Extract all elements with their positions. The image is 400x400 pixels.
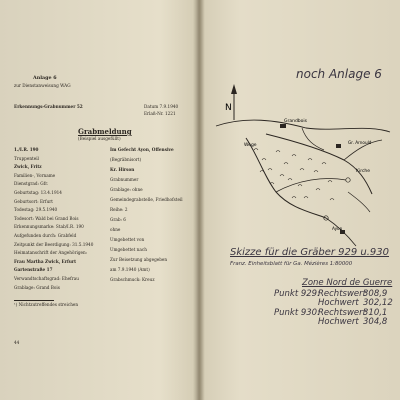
map-label: Ayon — [332, 226, 343, 231]
header-anlage: Anlage 6 — [33, 75, 57, 81]
form-field-left: Geburtstag: 13.4.1914 — [14, 190, 62, 195]
tree-mark — [314, 171, 318, 173]
tree-mark — [330, 199, 334, 201]
form-field-right: (Begräbnisort) — [110, 157, 142, 162]
date-line: Datum 7.9.1940 — [144, 104, 179, 109]
point-label: Punkt 929: — [274, 289, 320, 299]
tree-mark — [268, 169, 272, 171]
page-number: 44 — [14, 340, 20, 345]
hochwert-value: 304,8 — [363, 317, 388, 327]
form-field-left: Verwandtschaftsgrad: Ehefrau — [14, 276, 79, 281]
tree-mark — [288, 179, 292, 181]
footnote: ¹) Nichtzutreffendes streichen — [14, 302, 79, 307]
tree-mark — [262, 159, 266, 161]
form-field-right: am 7.9.1940 (Amt) — [110, 267, 150, 272]
rechtswert-value: 308,9 — [363, 289, 388, 299]
tree-mark — [280, 175, 284, 177]
hochwert-label: Hochwert — [318, 317, 359, 327]
grave-marker-icon — [346, 178, 350, 182]
form-field-right: Grabschmuck: Kreuz — [110, 277, 155, 282]
sketch-title: Skizze für die Gräber 929 u.930 — [230, 247, 389, 258]
zone-label: Zone Nord de Guerre — [302, 278, 393, 288]
form-field-left: Aufgefunden durch: Grabfeld — [14, 233, 77, 238]
form-field-left: Familien-, Vorname — [14, 172, 56, 178]
tree-mark — [300, 169, 304, 171]
form-field-right: Umgebettet von — [110, 237, 145, 242]
map-sketch — [206, 80, 396, 250]
form-field-left: Gartenstraße 17 — [14, 267, 53, 273]
tree-mark — [304, 197, 308, 199]
rechtswert-label: Rechtswert — [318, 289, 366, 299]
header-subtitle: zur Dienstanweisung WAG — [14, 83, 71, 88]
tree-mark — [276, 151, 280, 153]
form-field-right: Grabnummer — [110, 177, 139, 182]
form-field-right: Gemeindegrabstelle, Friedhofsteil — [110, 197, 183, 202]
form-field-left: Erkennungsmarke: Stab/I.R. 190 — [14, 224, 84, 230]
north-label: N — [225, 103, 232, 113]
tree-mark — [292, 197, 296, 199]
tree-mark — [316, 189, 320, 191]
form-field-left: Grablage: Grand Bois — [14, 284, 60, 290]
map-label: Wege — [244, 143, 257, 148]
rechtswert-label: Rechtswert — [318, 308, 366, 318]
forest-marks — [254, 149, 334, 201]
form-field-right: Umgebettet nach — [110, 247, 147, 252]
hochwert-value: 302,12 — [363, 298, 393, 308]
tree-mark — [284, 163, 288, 165]
form-field-left: 1./I.R. 190 — [14, 147, 39, 152]
unit-line: Erkennungs-Grabnummer 52 — [14, 104, 83, 109]
book-gutter — [193, 0, 205, 400]
form-field-right: Reihe: 2 — [110, 207, 128, 212]
map-label: Kirche — [356, 169, 371, 174]
tree-mark — [292, 155, 296, 157]
tree-mark — [298, 185, 302, 187]
right-header: noch Anlage 6 — [296, 67, 382, 81]
form-field-left: Geburtsort: Erfurt — [14, 198, 53, 204]
form-field-left: Frau Martha Zwick, Erfurt — [14, 258, 77, 264]
hochwert-label: Hochwert — [318, 298, 359, 308]
sketch-subtitle: Franz. Einheitsblatt für Ga. Mézières 1:80000 — [230, 261, 353, 267]
form-field-left: Zeitpunkt der Beerdigung: 31.5.1940 — [14, 241, 94, 247]
building-icon — [336, 144, 341, 148]
tree-mark — [328, 181, 332, 183]
map-label: Gr. Arnould — [348, 140, 372, 145]
point-label: Punkt 930: — [274, 308, 320, 318]
form-field-left: Todestag: 29.5.1940 — [14, 207, 58, 213]
map-label: Grandbois — [284, 119, 308, 124]
form-field-left: Dienstgrad: Gfr. — [14, 181, 49, 187]
north-arrow-icon — [231, 84, 237, 120]
tree-mark — [308, 159, 312, 161]
form-field-right: Zur Beisetzung abgegeben — [110, 257, 168, 262]
form-field-right: Grab: 6 — [110, 217, 126, 222]
form-field-right: Kr. Hirson — [110, 167, 135, 172]
building-icon — [280, 124, 286, 128]
tree-mark — [254, 149, 258, 151]
form-field-right: Im Gefecht Ayon, Offensive — [110, 147, 174, 152]
form-subtitle: (Beispiel ausgefüllt) — [78, 136, 121, 141]
ref-line: Erlaß-Nr. 1221 — [144, 111, 176, 116]
form-field-left: Todesort: Wald bei Grand Bois — [14, 215, 79, 221]
form-field-left: Truppenteil — [14, 155, 39, 161]
rechtswert-value: 310,1 — [363, 308, 388, 318]
form-title: Grabmeldung — [78, 127, 132, 136]
form-field-left: Zwick, Fritz — [14, 164, 42, 170]
form-field-right: ohne — [110, 227, 121, 232]
tree-mark — [322, 163, 326, 165]
footnote-rule — [14, 300, 54, 301]
form-field-right: Grablage: ohne — [110, 187, 143, 192]
form-field-left: Heimatanschrift der Angehörigen: — [14, 250, 88, 256]
